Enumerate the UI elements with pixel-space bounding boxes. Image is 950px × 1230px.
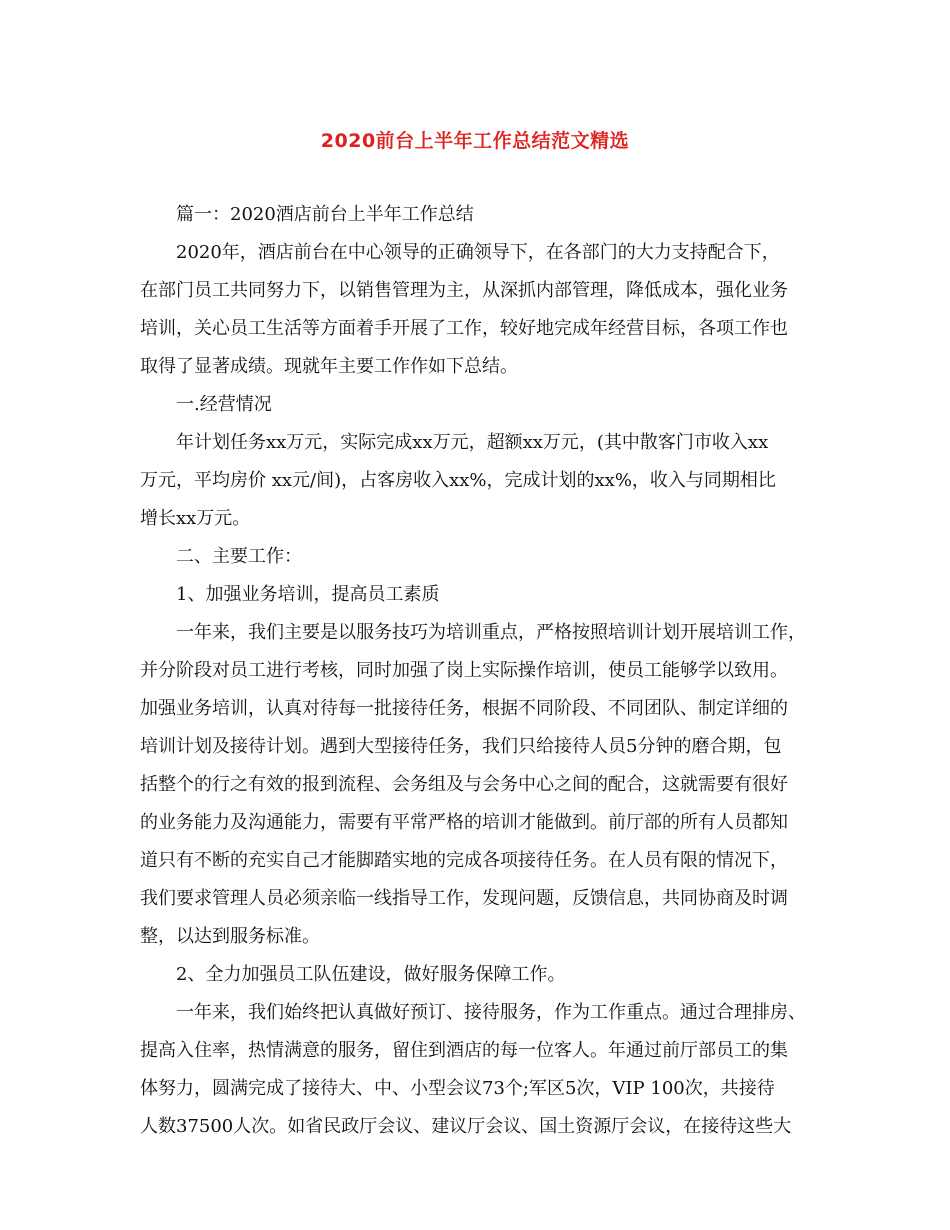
document-title: 2020前台上半年工作总结范文精选 bbox=[320, 130, 630, 152]
text-line: 一.经营情况 bbox=[176, 394, 272, 415]
text-line: 道只有不断的充实自己才能脚踏实地的完成各项接待任务。在人员有限的情况下， bbox=[140, 850, 788, 871]
text-line: 人数37500人次。如省民政厅会议、建议厅会议、国土资源厅会议，在接待这些大 bbox=[140, 1116, 792, 1137]
text-line: 的业务能力及沟通能力，需要有平常严格的培训才能做到。前厅部的所有人员都知 bbox=[140, 812, 788, 833]
text-line: 培训计划及接待计划。遇到大型接待任务，我们只给接待人员5分钟的磨合期，包 bbox=[140, 736, 782, 757]
text-line: 二、主要工作： bbox=[176, 546, 302, 567]
text-line: 篇一：2020酒店前台上半年工作总结 bbox=[176, 204, 474, 225]
text-line: 提高入住率，热情满意的服务，留住到酒店的每一位客人。年通过前厅部员工的集 bbox=[140, 1040, 788, 1061]
text-line: 体努力，圆满完成了接待大、中、小型会议73个;军区5次，VIP 100次，共接待 bbox=[140, 1078, 775, 1099]
text-line: 取得了显著成绩。现就年主要工作作如下总结。 bbox=[140, 356, 518, 377]
text-line: 在部门员工共同努力下，以销售管理为主，从深抓内部管理，降低成本，强化业务 bbox=[140, 280, 788, 301]
text-line: 2、全力加强员工队伍建设，做好服务保障工作。 bbox=[176, 964, 566, 985]
text-line: 整，以达到服务标准。 bbox=[140, 926, 320, 947]
text-line: 1、加强业务培训，提高员工素质 bbox=[176, 584, 440, 605]
text-line: 增长xx万元。 bbox=[140, 508, 251, 529]
text-line: 一年来，我们主要是以服务技巧为培训重点，严格按照培训计划开展培训工作， bbox=[176, 622, 806, 643]
text-line: 加强业务培训，认真对待每一批接待任务，根据不同阶段、不同团队、制定详细的 bbox=[140, 698, 788, 719]
text-line: 一年来，我们始终把认真做好预订、接待服务，作为工作重点。通过合理排房、 bbox=[176, 1002, 806, 1023]
text-line: 并分阶段对员工进行考核，同时加强了岗上实际操作培训，使员工能够学以致用。 bbox=[140, 660, 788, 681]
text-line: 万元，平均房价 xx元/间)，占客房收入xx%，完成计划的xx%，收入与同期相比 bbox=[140, 470, 776, 491]
text-line: 我们要求管理人员必须亲临一线指导工作，发现问题，反馈信息，共同协商及时调 bbox=[140, 888, 788, 909]
document-body bbox=[140, 196, 816, 1146]
text-line: 培训，关心员工生活等方面着手开展了工作，较好地完成年经营目标，各项工作也 bbox=[140, 318, 788, 339]
text-line: 2020年，酒店前台在中心领导的正确领导下，在各部门的大力支持配合下， bbox=[176, 242, 780, 263]
text-line: 括整个的行之有效的报到流程、会务组及与会务中心之间的配合，这就需要有很好 bbox=[140, 774, 788, 795]
text-line: 年计划任务xx万元，实际完成xx万元，超额xx万元，(其中散客门市收入xx bbox=[176, 432, 769, 453]
